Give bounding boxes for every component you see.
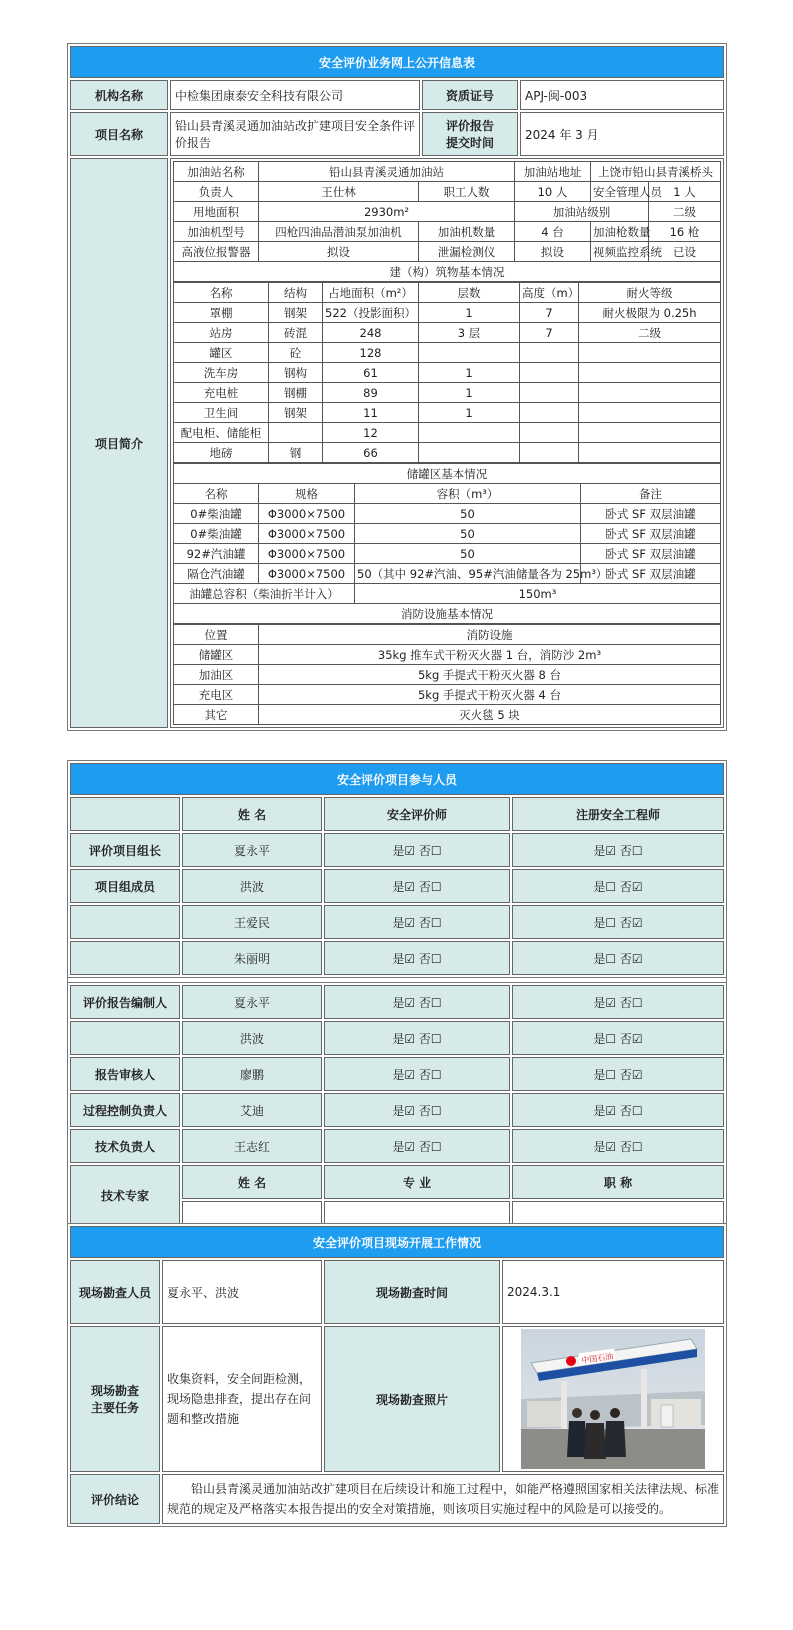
personnel-role: 过程控制负责人 <box>70 1093 180 1127</box>
tanks-header-cell: 名称 <box>174 484 259 504</box>
fire-cell: 5kg 手提式干粉灭火器 8 台 <box>259 665 721 685</box>
cert-value: APJ-闽-003 <box>520 80 724 110</box>
buildings-title: 建（构）筑物基本情况 <box>174 262 721 282</box>
tanks-cell: 卧式 SF 双层油罐 <box>581 524 721 544</box>
buildings-cell <box>520 443 579 463</box>
buildings-cell: 砼 <box>269 343 323 363</box>
buildings-header-cell: 高度（m） <box>520 283 579 303</box>
buildings-cell: 钢架 <box>269 403 323 423</box>
personnel-role: 评价项目组长 <box>70 833 180 867</box>
buildings-cell: 洗车房 <box>174 363 269 383</box>
expert-col-name: 姓 名 <box>182 1165 322 1199</box>
personnel-row <box>70 1057 724 1091</box>
photo-cell <box>502 1326 724 1472</box>
expert-name-empty <box>182 1201 322 1225</box>
buildings-cell <box>520 423 579 443</box>
org-label: 机构名称 <box>70 80 168 110</box>
tanks-cell: 隔仓汽油罐 <box>174 564 259 584</box>
buildings-cell: 66 <box>323 443 419 463</box>
personnel-engineer-check: 是☐ 否☑ <box>512 1021 724 1055</box>
personnel-role <box>70 905 180 939</box>
personnel-name: 朱丽明 <box>182 941 322 975</box>
tanks-cell: 卧式 SF 双层油罐 <box>581 564 721 584</box>
fire-cell: 35kg 推车式干粉灭火器 1 台，消防沙 2m³ <box>259 645 721 665</box>
fire-cell: 充电区 <box>174 685 259 705</box>
buildings-cell: 11 <box>323 403 419 423</box>
buildings-cell <box>579 363 721 383</box>
tanks-header-cell: 容积（m³） <box>355 484 581 504</box>
personnel-name: 王志红 <box>182 1129 322 1163</box>
site-table <box>67 1223 727 1527</box>
buildings-cell: 二级 <box>579 323 721 343</box>
fire-cell: 5kg 手提式干粉灭火器 4 台 <box>259 685 721 705</box>
buildings-cell: 1 <box>419 383 520 403</box>
site-title: 安全评价项目现场开展工作情况 <box>70 1226 724 1258</box>
personnel-engineer-check: 是☑ 否☐ <box>512 985 724 1019</box>
station-row-1: 加油站名称 铅山县青溪灵通加油站 加油站地址 上饶市铅山县青溪桥头 <box>174 162 721 182</box>
buildings-cell: 248 <box>323 323 419 343</box>
buildings-cell <box>520 363 579 383</box>
expert-col-title: 职 称 <box>512 1165 724 1199</box>
personnel-engineer-check: 是☐ 否☑ <box>512 941 724 975</box>
survey-time-label: 现场勘查时间 <box>324 1260 500 1324</box>
buildings-cell: 1 <box>419 363 520 383</box>
buildings-header-cell: 占地面积（m²） <box>323 283 419 303</box>
personnel-engineer-check: 是☑ 否☐ <box>512 1093 724 1127</box>
buildings-row <box>174 303 721 323</box>
intro-label: 项目简介 <box>70 158 168 728</box>
personnel-evaluator-check: 是☑ 否☐ <box>324 1021 510 1055</box>
survey-people-value: 夏永平、洪波 <box>162 1260 322 1324</box>
personnel-engineer-check: 是☐ 否☑ <box>512 869 724 903</box>
personnel-name: 王爱民 <box>182 905 322 939</box>
buildings-cell <box>579 403 721 423</box>
personnel-evaluator-check: 是☑ 否☐ <box>324 833 510 867</box>
buildings-cell <box>520 383 579 403</box>
personnel-role: 项目组成员 <box>70 869 180 903</box>
buildings-cell: 1 <box>419 303 520 323</box>
report-time-label <box>422 112 518 156</box>
conclusion-label: 评价结论 <box>70 1474 160 1524</box>
buildings-cell <box>579 343 721 363</box>
task-label-1: 现场勘查 <box>90 1384 139 1398</box>
personnel-evaluator-check: 是☑ 否☐ <box>324 1093 510 1127</box>
station-row-4: 加油机型号 四枪四油品潜油泵加油机 加油机数量 4 台 加油枪数量 16 枪 <box>174 222 721 242</box>
tanks-cell: 50 <box>355 504 581 524</box>
tanks-total-label: 油罐总容积（柴油折半计入） <box>174 584 355 604</box>
tanks-cell: 卧式 SF 双层油罐 <box>581 504 721 524</box>
buildings-row <box>174 343 721 363</box>
report-time-value: 2024 年 3 月 <box>520 112 724 156</box>
expert-col-major: 专 业 <box>324 1165 510 1199</box>
project-value: 铅山县青溪灵通加油站改扩建项目安全条件评价报告 <box>170 112 420 156</box>
personnel-table <box>67 760 727 1228</box>
survey-time-value: 2024.3.1 <box>502 1260 724 1324</box>
personnel-evaluator-check: 是☑ 否☐ <box>324 869 510 903</box>
fire-title: 消防设施基本情况 <box>174 604 721 624</box>
buildings-cell: 89 <box>323 383 419 403</box>
station-table <box>173 161 721 282</box>
task-label <box>70 1326 160 1472</box>
buildings-cell: 钢棚 <box>269 383 323 403</box>
fire-cell: 加油区 <box>174 665 259 685</box>
tanks-row <box>174 504 721 524</box>
buildings-cell <box>419 443 520 463</box>
buildings-cell: 7 <box>520 303 579 323</box>
conclusion-value: 铅山县青溪灵通加油站改扩建项目在后续设计和施工过程中，如能严格遵照国家相关法律法规、标准规范的规定及严格落实本报告提出的安全对策措施，则该项目实施过程中的风险是可以接受的。 <box>162 1474 724 1524</box>
personnel-name: 夏永平 <box>182 985 322 1019</box>
tanks-cell: Φ3000×7500 <box>259 564 355 584</box>
buildings-cell <box>419 423 520 443</box>
buildings-row <box>174 423 721 443</box>
buildings-header-row <box>174 283 721 303</box>
fire-header-cell: 位置 <box>174 625 259 645</box>
buildings-cell <box>520 403 579 423</box>
buildings-cell: 充电桩 <box>174 383 269 403</box>
personnel-evaluator-check: 是☑ 否☐ <box>324 941 510 975</box>
buildings-cell: 12 <box>323 423 419 443</box>
fire-cell: 其它 <box>174 705 259 725</box>
report-time-label-1: 评价报告 <box>445 119 494 133</box>
personnel-engineer-check: 是☑ 否☐ <box>512 1129 724 1163</box>
personnel-name: 艾迪 <box>182 1093 322 1127</box>
personnel-row <box>70 985 724 1019</box>
personnel-row <box>70 869 724 903</box>
org-value: 中检集团康泰安全科技有限公司 <box>170 80 420 110</box>
station-row-5: 高液位报警器 拟设 泄漏检测仪 拟设 视频监控系统 已设 <box>174 242 721 262</box>
col-engineer: 注册安全工程师 <box>512 797 724 831</box>
tanks-row <box>174 564 721 584</box>
buildings-cell: 砖混 <box>269 323 323 343</box>
expert-major-empty <box>324 1201 510 1225</box>
tanks-cell: 0#柴油罐 <box>174 524 259 544</box>
tanks-cell: 50 <box>355 544 581 564</box>
buildings-cell: 128 <box>323 343 419 363</box>
personnel-evaluator-check: 是☑ 否☐ <box>324 1129 510 1163</box>
buildings-cell <box>419 343 520 363</box>
personnel-evaluator-check: 是☑ 否☐ <box>324 905 510 939</box>
buildings-cell: 耐火极限为 0.25h <box>579 303 721 323</box>
personnel-row <box>70 1129 724 1163</box>
fire-row <box>174 665 721 685</box>
photo-label: 现场勘查照片 <box>324 1326 500 1472</box>
project-label: 项目名称 <box>70 112 168 156</box>
tanks-cell: 92#汽油罐 <box>174 544 259 564</box>
personnel-name: 洪波 <box>182 869 322 903</box>
buildings-header-cell: 层数 <box>419 283 520 303</box>
buildings-header-cell: 耐火等级 <box>579 283 721 303</box>
buildings-row <box>174 443 721 463</box>
tanks-cell: 0#柴油罐 <box>174 504 259 524</box>
tanks-row <box>174 544 721 564</box>
fire-cell: 灭火毯 5 块 <box>259 705 721 725</box>
fire-table <box>173 624 721 725</box>
buildings-cell: 罩棚 <box>174 303 269 323</box>
tanks-cell: 50 <box>355 524 581 544</box>
info-table <box>67 43 727 731</box>
cert-label: 资质证号 <box>422 80 518 110</box>
station-row-2: 负责人 王仕林 职工人数 10 人 安全管理人员 1 人 <box>174 182 721 202</box>
tanks-total-value: 150m³ <box>355 584 721 604</box>
tanks-title: 储罐区基本情况 <box>174 464 721 484</box>
buildings-cell: 钢构 <box>269 363 323 383</box>
report-time-label-2: 提交时间 <box>445 136 494 150</box>
fire-header-row <box>174 625 721 645</box>
personnel-row <box>70 1093 724 1127</box>
personnel-name: 夏永平 <box>182 833 322 867</box>
buildings-cell <box>520 343 579 363</box>
buildings-cell <box>579 383 721 403</box>
buildings-cell: 1 <box>419 403 520 423</box>
tanks-header-cell: 备注 <box>581 484 721 504</box>
personnel-role <box>70 1021 180 1055</box>
buildings-cell: 地磅 <box>174 443 269 463</box>
buildings-cell: 站房 <box>174 323 269 343</box>
intro-content <box>170 158 724 728</box>
fire-cell: 储罐区 <box>174 645 259 665</box>
tanks-cell: Φ3000×7500 <box>259 544 355 564</box>
buildings-row <box>174 363 721 383</box>
task-value: 收集资料，安全间距检测，现场隐患排查，提出存在问题和整改措施 <box>162 1326 322 1472</box>
personnel-role: 技术负责人 <box>70 1129 180 1163</box>
fire-row <box>174 645 721 665</box>
personnel-row <box>70 941 724 975</box>
info-title: 安全评价业务网上公开信息表 <box>70 46 724 78</box>
buildings-cell: 钢架 <box>269 303 323 323</box>
tanks-cell: 卧式 SF 双层油罐 <box>581 544 721 564</box>
buildings-cell: 61 <box>323 363 419 383</box>
buildings-cell: 钢 <box>269 443 323 463</box>
buildings-cell: 配电柜、储能柜 <box>174 423 269 443</box>
site-photo-image <box>521 1329 705 1469</box>
buildings-cell: 522（投影面积） <box>323 303 419 323</box>
fire-row <box>174 705 721 725</box>
buildings-cell <box>579 443 721 463</box>
tanks-cell: Φ3000×7500 <box>259 524 355 544</box>
col-evaluator: 安全评价师 <box>324 797 510 831</box>
personnel-engineer-check: 是☑ 否☐ <box>512 833 724 867</box>
buildings-row <box>174 323 721 343</box>
tanks-header-row <box>174 484 721 504</box>
tanks-table <box>173 463 721 624</box>
buildings-header-cell: 结构 <box>269 283 323 303</box>
buildings-table <box>173 282 721 463</box>
task-label-2: 主要任务 <box>90 1401 139 1415</box>
personnel-name: 廖鹏 <box>182 1057 322 1091</box>
personnel-role: 报告审核人 <box>70 1057 180 1091</box>
personnel-role <box>70 941 180 975</box>
buildings-cell: 罐区 <box>174 343 269 363</box>
buildings-cell: 7 <box>520 323 579 343</box>
photo-sign-text: 中国石油 <box>580 1351 614 1366</box>
personnel-name: 洪波 <box>182 1021 322 1055</box>
fire-header-cell: 消防设施 <box>259 625 721 645</box>
personnel-row <box>70 905 724 939</box>
expert-label: 技术专家 <box>70 1165 180 1225</box>
tanks-row <box>174 524 721 544</box>
buildings-cell <box>579 423 721 443</box>
buildings-row <box>174 383 721 403</box>
buildings-header-cell: 名称 <box>174 283 269 303</box>
buildings-cell <box>269 423 323 443</box>
expert-title-empty <box>512 1201 724 1225</box>
fire-row <box>174 685 721 705</box>
personnel-title: 安全评价项目参与人员 <box>70 763 724 795</box>
personnel-engineer-check: 是☐ 否☑ <box>512 905 724 939</box>
personnel-evaluator-check: 是☑ 否☐ <box>324 985 510 1019</box>
personnel-evaluator-check: 是☑ 否☐ <box>324 1057 510 1091</box>
personnel-row <box>70 833 724 867</box>
buildings-cell: 卫生间 <box>174 403 269 423</box>
tanks-cell: 50（其中 92#汽油、95#汽油储量各为 25m³） <box>355 564 581 584</box>
personnel-role: 评价报告编制人 <box>70 985 180 1019</box>
personnel-engineer-check: 是☐ 否☑ <box>512 1057 724 1091</box>
col-name: 姓 名 <box>182 797 322 831</box>
personnel-row <box>70 1021 724 1055</box>
buildings-cell: 3 层 <box>419 323 520 343</box>
station-row-3: 用地面积 2930m² 加油站级别 二级 <box>174 202 721 222</box>
tanks-cell: Φ3000×7500 <box>259 504 355 524</box>
buildings-row <box>174 403 721 423</box>
tanks-total-row <box>174 584 721 604</box>
survey-people-label: 现场勘查人员 <box>70 1260 160 1324</box>
tanks-header-cell: 规格 <box>259 484 355 504</box>
